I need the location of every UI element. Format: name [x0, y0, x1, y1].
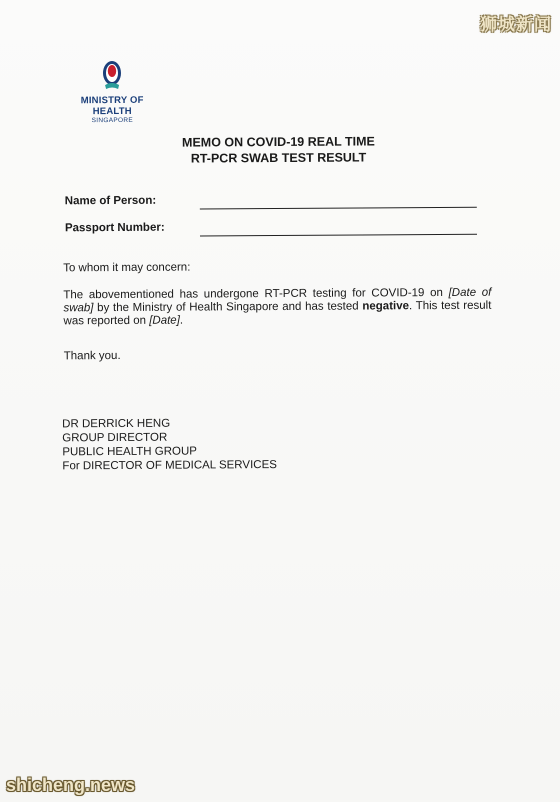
signature-block: [62, 416, 277, 473]
signatory-role: GROUP DIRECTOR: [62, 431, 168, 445]
moh-emblem-icon: [99, 59, 125, 93]
memo-body: [63, 287, 491, 329]
body-part4: .: [179, 314, 184, 327]
signatory-for: For DIRECTOR OF MEDICAL SERVICES: [62, 459, 277, 473]
watermark-top: 狮城新闻: [480, 15, 552, 34]
closing: Thank you.: [63, 349, 121, 363]
report-date-placeholder: [Date]: [149, 314, 180, 327]
body-part2: by the Ministry of Health Singapore and has tested: [93, 300, 363, 315]
memo-title: [148, 133, 408, 167]
watermark-bottom: shicheng.news: [6, 775, 136, 795]
memo-title-line2: RT-PCR SWAB TEST RESULT: [190, 150, 367, 166]
memo-title-line1: MEMO ON COVID-19 REAL TIME: [181, 134, 375, 150]
name-line: [200, 207, 477, 210]
salutation: To whom it may concern:: [63, 261, 191, 275]
body-part3: . This test result was reported on: [63, 299, 492, 328]
logo-subtitle: SINGAPORE: [91, 116, 133, 125]
signatory-group: PUBLIC HEALTH GROUP: [62, 445, 197, 459]
passport-line: [200, 234, 477, 237]
signatory-name: DR DERRICK HENG: [62, 417, 171, 431]
body-part1: The abovementioned has undergone RT-PCR testing for COVID-19 on: [63, 286, 449, 302]
moh-logo: [62, 59, 162, 125]
logo-title: MINISTRY OF HEALTH: [80, 94, 144, 118]
date-of-swab-placeholder: [Date of swab]: [63, 286, 492, 315]
name-label: Name of Person:: [64, 194, 157, 208]
passport-label: Passport Number:: [64, 221, 165, 235]
test-result: negative: [362, 300, 410, 313]
